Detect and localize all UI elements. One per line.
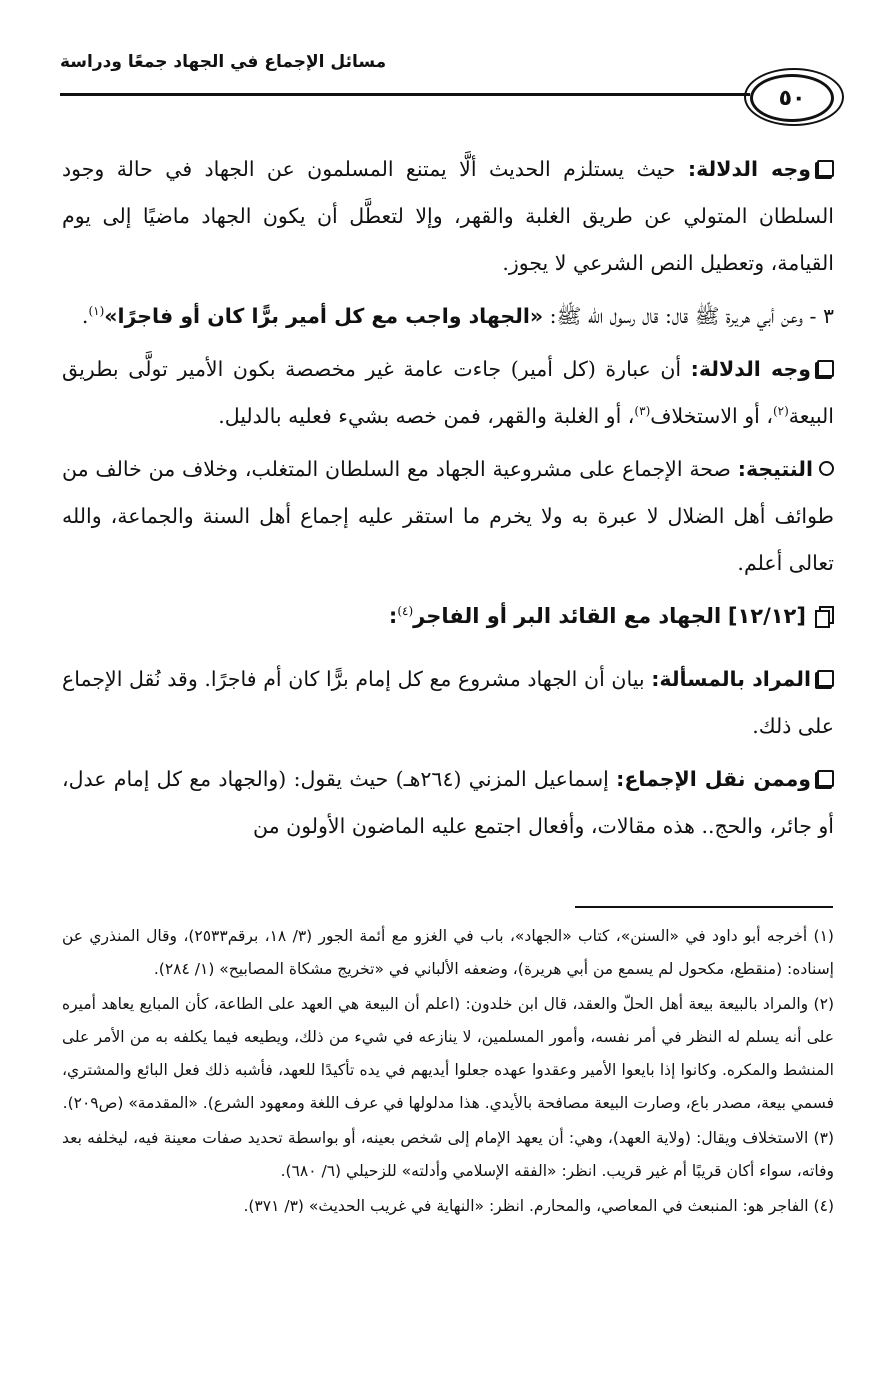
- paragraph-evidence-2: [62, 346, 834, 440]
- footnote-ref-1[interactable]: (١): [88, 304, 105, 319]
- paragraph-evidence-1: [62, 146, 834, 287]
- footnote-text: الفاجر هو: المنبعث في المعاصي، والمحارم. انظر: «النهاية في غريب الحديث» (٣/ ٣٧١).: [243, 1197, 814, 1215]
- section-number: [١٢/١٢]: [727, 604, 806, 628]
- footnote-2: [62, 988, 834, 1120]
- footnote-number: (١): [813, 927, 834, 945]
- footnote-4: [62, 1190, 834, 1223]
- hadith-end: .: [81, 304, 89, 328]
- section-colon: :: [388, 604, 398, 628]
- footnote-ref-3[interactable]: (٣): [634, 404, 651, 419]
- footnote-number: (٣): [813, 1129, 834, 1147]
- stacked-pages-icon: [816, 606, 834, 626]
- footnote-ref-4[interactable]: (٤): [397, 604, 414, 618]
- paragraph-text: حيث يستلزم الحديث ألَّا يمتنع المسلمون عن الجهاد في حالة وجود السلطان المتولي عن طريق الغلبة والقهر، وإلا لتعطَّل أن يكون الجهاد ماضيًا إلى يوم القيامة، وتعطيل النص الشرعي لا يجوز.: [62, 157, 834, 275]
- hadith-text: «الجهاد واجب مع كل أمير برًّا كان أو فاجرًا»: [104, 304, 544, 328]
- square-box-icon: [817, 360, 834, 377]
- paragraph-hadith-3: [62, 293, 834, 340]
- paragraph-label: المراد بالمسألة:: [651, 667, 811, 691]
- main-text: [62, 146, 834, 856]
- header-rule: [60, 93, 750, 96]
- square-box-icon: [817, 160, 834, 177]
- square-box-icon: [817, 670, 834, 687]
- paragraph-text: صحة الإجماع على مشروعية الجهاد مع السلطان المتغلب، وخلاف من خالف من طوائف أهل الضلال لا عبرة به ولا يخرم ما استقر عليه إجماع أهل السنة والجماعة، والله تعالى أعلم.: [62, 457, 834, 575]
- footnote-separator: [575, 906, 833, 908]
- square-box-icon: [817, 770, 834, 787]
- footnote-text: أخرجه أبو داود في «السنن»، كتاب «الجهاد»، باب في الغزو مع أئمة الجور (٣/ ١٨، برقم٢٥٣٣)، وقال المنذري عن إسناده: (منقطع، مكحول لم يسمع من أبي هريرة)، وضعفه الألباني في «تخريج مشكاة المصابيح» (١/ ٢٨٤).: [62, 927, 834, 978]
- section-heading: [62, 593, 834, 640]
- paragraph-text-a: أن عبارة (كل أمير) جاءت عامة غير مخصصة بكون الأمير تولَّى بطريق البيعة: [62, 357, 834, 428]
- paragraph-label: وجه الدلالة:: [687, 157, 812, 181]
- paragraph-meaning: [62, 656, 834, 750]
- paragraph-text-b: ، أو الاستخلاف: [650, 404, 773, 428]
- paragraph-result: [62, 446, 834, 587]
- footnote-text: والمراد بالبيعة بيعة أهل الحلّ والعقد، قال ابن خلدون: (اعلم أن البيعة هي العهد على الطاعة، كأن المبايع يعاهد أميره على أنه يسلم له النظر في أمر نفسه، وأمور المسلمين، لا ينازعه في شيء من ذلك، ويطيعه فيما يكلفه به من الأمر على المنشط والمكره. وكانوا إذا بايعوا الأمير وعقدوا عهده جعلوا أيديهم في يده تأكيدًا للعهد، فأشبه ذلك فعل البائع والمشتري، فسمي بيعة، مصدر باع، وصارت البيعة مصافحة بالأيدي. هذا مدلولها في عرف اللغة ومعهود الشرع). «المقدمة» (ص٢٠٩).: [62, 995, 834, 1112]
- circle-icon: [819, 461, 834, 476]
- paragraph-text-c: ، أو الغلبة والقهر، فمن خصه بشيء فعليه بالدليل.: [218, 404, 635, 428]
- footnote-3: [62, 1122, 834, 1188]
- footnote-number: (٤): [813, 1197, 834, 1215]
- footnotes: [62, 920, 834, 1225]
- paragraph-consensus: [62, 756, 834, 850]
- hadith-intro: ٣ - وعن أبي هريرة ﷺ قال: قال رسول الله ﷺ:: [543, 304, 834, 328]
- paragraph-label: النتيجة:: [737, 457, 813, 481]
- section-title: الجهاد مع القائد البر أو الفاجر: [413, 604, 722, 628]
- footnote-text: الاستخلاف ويقال: (ولاية العهد)، وهي: أن يعهد الإمام إلى شخص بعينه، أو بواسطة تحديد صفات معينة فيه، ليخلفه بعد وفاته، سواء أكان قريبًا أم غير قريب. انظر: «الفقه الإسلامي وأدلته» للزحيلي (٦/ ٦٨٠).: [62, 1129, 834, 1180]
- footnote-ref-2[interactable]: (٢): [772, 404, 789, 419]
- footnote-1: [62, 920, 834, 986]
- paragraph-label: وجه الدلالة:: [690, 357, 811, 381]
- paragraph-text: إسماعيل المزني (٢٦٤هـ) حيث يقول: (والجهاد مع كل إمام عدل، أو جائر، والحج.. هذه مقالات، وأفعال اجتمع عليه الماضون الأولون من: [62, 767, 834, 838]
- paragraph-text: بيان أن الجهاد مشروع مع كل إمام برًّا كان أم فاجرًا. وقد نُقل الإجماع على ذلك.: [62, 667, 834, 738]
- page-number: ٥٠: [750, 74, 834, 122]
- paragraph-label: وممن نقل الإجماع:: [616, 767, 812, 791]
- running-header-title: مسائل الإجماع في الجهاد جمعًا ودراسة: [60, 52, 387, 72]
- footnote-number: (٢): [813, 995, 834, 1013]
